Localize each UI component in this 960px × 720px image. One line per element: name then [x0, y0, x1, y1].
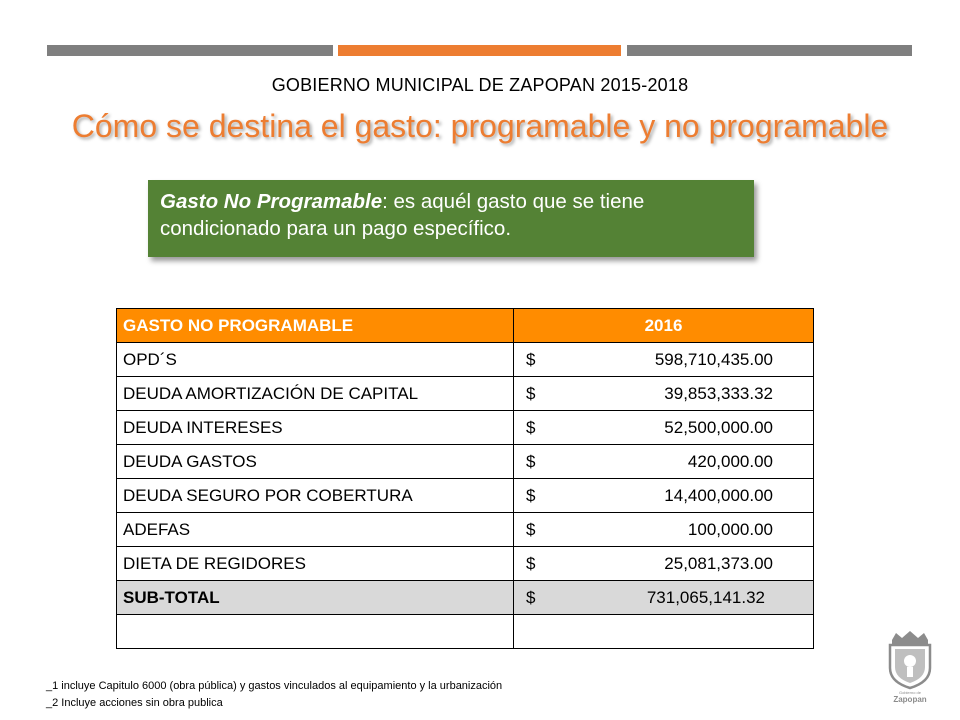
- table-row: [117, 513, 814, 547]
- row-label: DIETA DE REGIDORES: [117, 547, 514, 581]
- amount: 39,853,333.32: [664, 383, 773, 403]
- top-bar-left: [47, 45, 333, 56]
- table-header-row: [117, 309, 814, 343]
- amount: 598,710,435.00: [654, 349, 773, 369]
- currency-sign: $: [526, 349, 536, 369]
- empty-cell: [514, 615, 814, 649]
- amount: 25,081,373.00: [664, 553, 773, 573]
- row-label: OPD´S: [117, 343, 514, 377]
- empty-row: [117, 615, 814, 649]
- currency-sign: $: [526, 519, 536, 539]
- row-label: DEUDA AMORTIZACIÓN DE CAPITAL: [117, 377, 514, 411]
- row-value: [514, 377, 814, 411]
- footnote-2: _2 Incluye acciones sin obra publica: [46, 697, 223, 709]
- footnotes: [46, 678, 502, 712]
- row-value: [514, 547, 814, 581]
- subtotal-row: [117, 581, 814, 615]
- subtotal-value: [514, 581, 814, 615]
- amount: 52,500,000.00: [664, 417, 773, 437]
- definition-box: [148, 180, 754, 257]
- row-label: DEUDA GASTOS: [117, 445, 514, 479]
- row-value: [514, 479, 814, 513]
- top-bar-right: [627, 45, 912, 56]
- row-value: [514, 513, 814, 547]
- zapopan-shield-icon: [880, 630, 940, 706]
- spending-table: [116, 308, 814, 649]
- amount: 100,000.00: [687, 519, 773, 539]
- definition-term: Gasto No Programable: [160, 190, 383, 213]
- column-header-year: 2016: [514, 309, 814, 343]
- empty-cell: [117, 615, 514, 649]
- currency-sign: $: [526, 485, 536, 505]
- amount: 14,400,000.00: [664, 485, 773, 505]
- row-value: [514, 445, 814, 479]
- column-header-concept: GASTO NO PROGRAMABLE: [117, 309, 514, 343]
- currency-sign: $: [526, 587, 536, 607]
- amount: 420,000.00: [687, 451, 773, 471]
- row-label: ADEFAS: [117, 513, 514, 547]
- currency-sign: $: [526, 383, 536, 403]
- logo-caption: Zapopan: [893, 695, 927, 704]
- table-row: [117, 377, 814, 411]
- zapopan-logo: [880, 630, 940, 706]
- currency-sign: $: [526, 417, 536, 437]
- table-row: [117, 479, 814, 513]
- table-row: [117, 411, 814, 445]
- row-label: DEUDA INTERESES: [117, 411, 514, 445]
- row-label: DEUDA SEGURO POR COBERTURA: [117, 479, 514, 513]
- currency-sign: $: [526, 451, 536, 471]
- top-bar-middle: [338, 45, 621, 56]
- government-title: GOBIERNO MUNICIPAL DE ZAPOPAN 2015-2018: [271, 75, 689, 95]
- currency-sign: $: [526, 553, 536, 573]
- row-value: [514, 411, 814, 445]
- row-value: [514, 343, 814, 377]
- definition-text: : es aquél gasto que se tiene condicionado para un pago específico.: [160, 190, 645, 240]
- logo-caption-small: Gobierno de: [898, 690, 922, 695]
- table-row: [117, 343, 814, 377]
- page-title: Cómo se destina el gasto: programable y no programable: [71, 108, 889, 144]
- subtotal-label: SUB-TOTAL: [117, 581, 514, 615]
- table-row: [117, 547, 814, 581]
- table-row: [117, 445, 814, 479]
- subtotal-amount: 731,065,141.32: [646, 587, 765, 607]
- footnote-1: _1 incluye Capitulo 6000 (obra pública) y gastos vinculados al equipamiento y la urbanización: [46, 680, 503, 692]
